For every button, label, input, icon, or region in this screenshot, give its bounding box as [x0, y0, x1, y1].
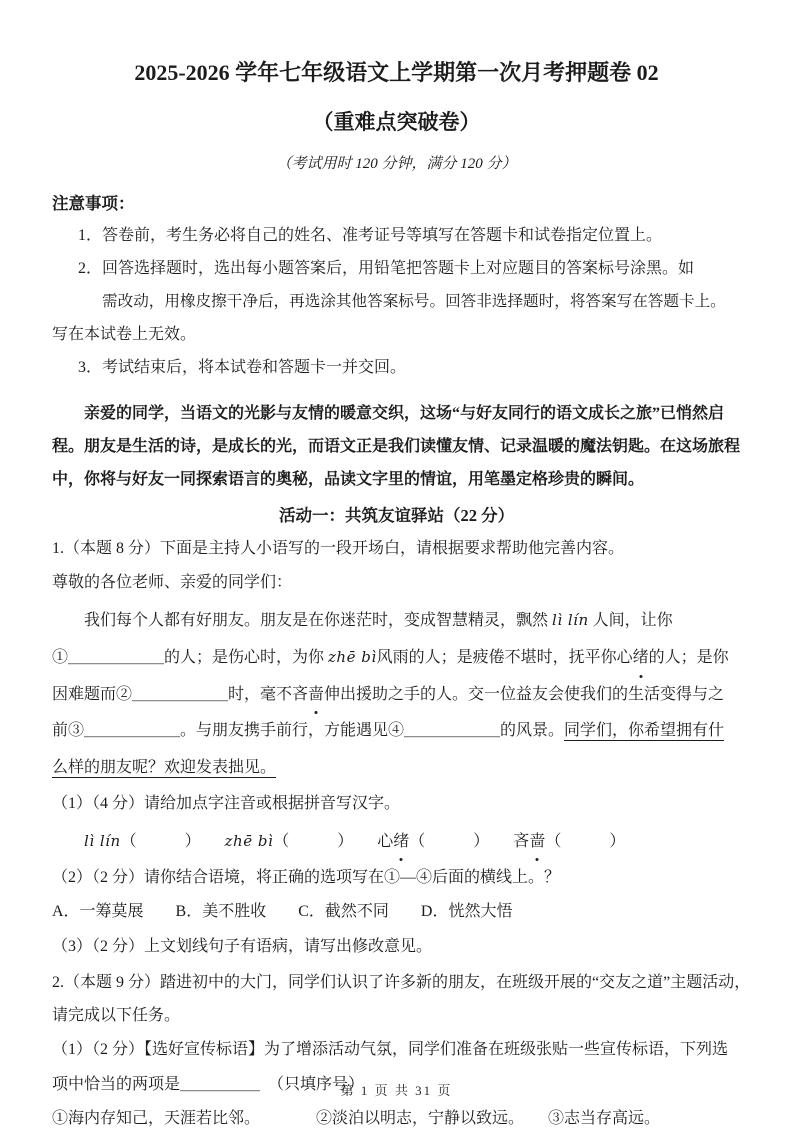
speech-line-underlined: 么样的朋友呢？欢迎发表拙见。 — [52, 758, 277, 776]
notice-heading: 注意事项： — [52, 194, 135, 213]
question2-sub1-line: 项中恰当的两项是＿＿＿＿＿ （只填序号） — [52, 1076, 365, 1093]
notice-line: 需改动，用橡皮擦干净后，再选涂其他答案标号。回答非选择题时，将答案写在答题卡上。 — [102, 293, 726, 310]
question2-section — [52, 966, 751, 1136]
speech-line-blank-3-4: 前③＿＿＿＿＿＿。与朋友携手前行，方能遇见④＿＿＿＿＿＿的风景。同学们，你希望拥有什 — [52, 722, 725, 739]
intro-paragraph — [52, 397, 741, 496]
question1-sub2-stem: （2）（2 分）请你结合语境，将正确的选项写在①—④后面的横线上。？ — [52, 869, 561, 886]
question2-sub1-line: （1）（2 分）【选好宣传标语】为了增添活动气氛，同学们准备在班级张贴一些宣传标语，下列选 — [52, 1041, 729, 1058]
notice-section — [52, 189, 741, 384]
question2-stem-line: 请完成以下任务。 — [52, 1007, 181, 1024]
notice-line: 2．回答选择题时，选出每小题答案后，用铅笔把答题卡上对应题目的答案标号涂黑。如 — [78, 260, 695, 277]
intro-line: 亲爱的同学，当语文的光影与友情的暖意交织，这场“与好友同行的语文成长之旅”已悄然启 — [52, 405, 725, 422]
intro-line: 程。朋友是生活的诗，是成长的光，而语文正是我们读懂友情、记录温暖的魔法钥匙。在这场旅程 — [52, 438, 741, 455]
question1-speech-passage — [52, 565, 741, 786]
question2-stem-line: 2.（本题 9 分）踏进初中的大门，同学们认识了许多新的朋友，在班级开展的“交友之道”主题活动， — [52, 974, 751, 991]
pinyin-answer-row: lì lín（ ） zhē bì（ ） 心绪（ ） 吝啬（ ） — [52, 823, 741, 860]
notice-line: 3．考试结束后，将本试卷和答题卡一并交回。 — [78, 359, 407, 376]
question1-stem: 1.（本题 8 分）下面是主持人小语写的一段开场白，请根据要求帮助他完善内容。 — [52, 540, 625, 557]
page-footer: 第 1 页 共 31 页 — [340, 1083, 453, 1098]
question1-sub2-options: A．一筹莫展 B．美不胜收 C．截然不同 D．恍然大悟 — [52, 903, 513, 920]
speech-salutation: 尊敬的各位老师、亲爱的同学们： — [52, 574, 293, 591]
question1-sub3-stem: （3）（2 分）上文划线句子有语病，请写出修改意见。 — [52, 938, 433, 955]
speech-line: 我们每个人都有好朋友。朋友是在你迷茫时，变成智慧精灵，飘然 lì lín 人间，让你 — [52, 610, 673, 629]
question1-sub1-stem: （1）（4 分）请给加点字注音或根据拼音写汉字。 — [52, 795, 401, 812]
intro-line: 中，你将与好友一同探索语言的奥秘，品读文字里的情谊，用笔墨定格珍贵的瞬间。 — [52, 471, 645, 488]
page-subtitle: （重难点突破卷） — [312, 110, 481, 134]
question2-slogan-options: ①海内存知己，天涯若比邻。 ②淡泊以明志，宁静以致远。 ③志当存高远。 — [52, 1110, 661, 1127]
exam-duration-info: （考试用时 120 分钟，满分 120 分） — [276, 156, 517, 172]
speech-line-blank-1: ①＿＿＿＿＿＿的人；是伤心时，为你 zhē bì风雨的人；是疲倦不堪时，抚平你心绪的人；是你 — [52, 639, 741, 677]
page-title: 2025-2026 学年七年级语文上学期第一次月考押题卷 02 — [134, 60, 659, 85]
notice-line: 1．答卷前，考生务必将自己的姓名、准考证号等填写在答题卡和试卷指定位置上。 — [78, 227, 663, 244]
activity1-heading: 活动一：共筑友谊驿站（22 分） — [278, 506, 515, 525]
notice-line: 写在本试卷上无效。 — [52, 326, 197, 343]
speech-line-blank-2: 因难题而②＿＿＿＿＿＿时，毫不吝啬伸出援助之手的人。交一位益友会使我们的生活变得与之 — [52, 677, 741, 714]
